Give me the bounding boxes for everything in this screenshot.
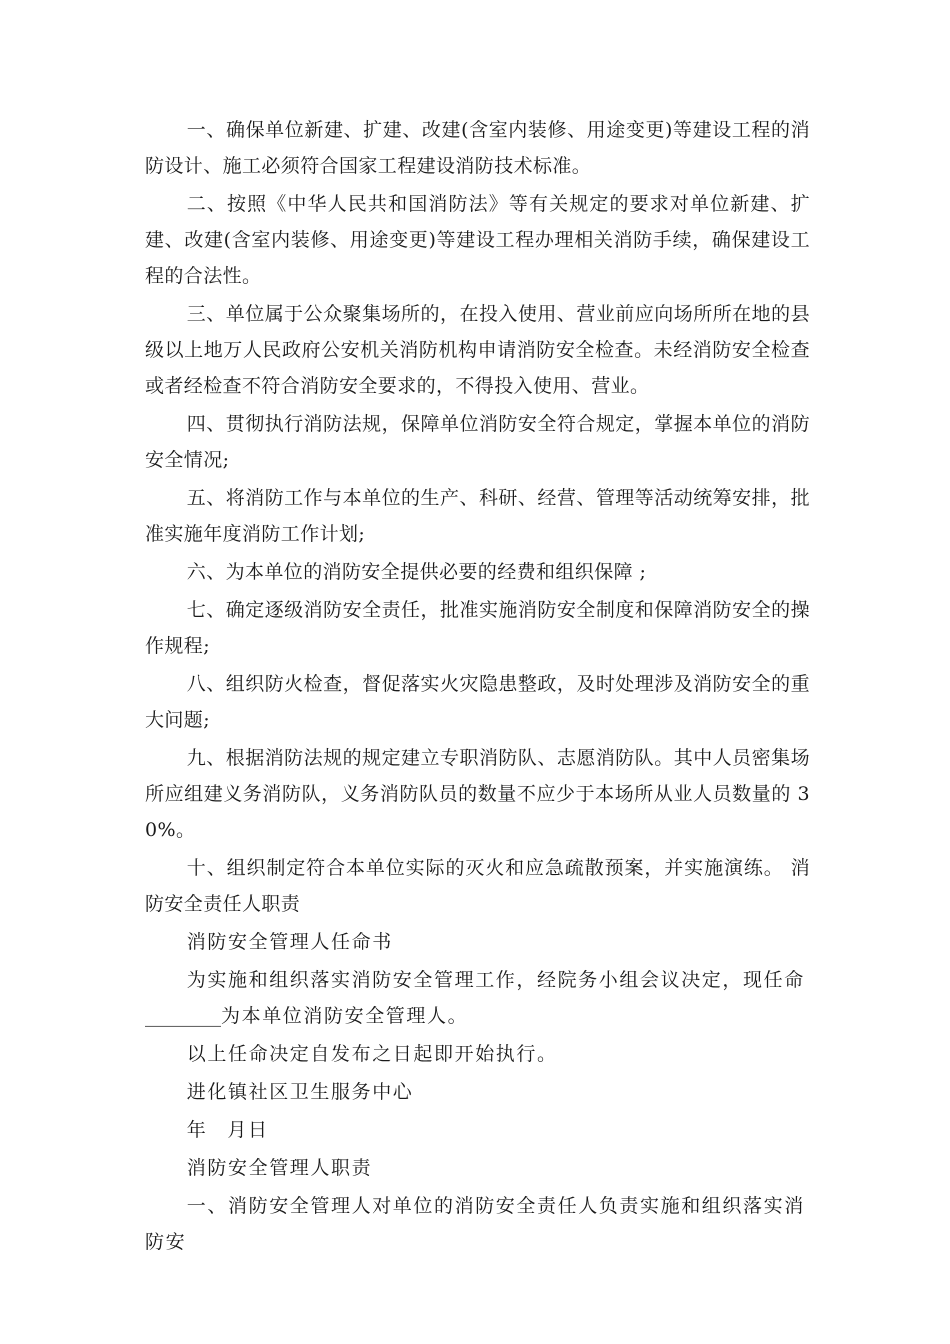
- duty-item-4: 四、贯彻执行消防法规，保障单位消防安全符合规定，掌握本单位的消防安全情况;: [145, 413, 810, 471]
- appointee-blank: ________: [145, 1005, 221, 1027]
- issue-date-monthday: 月日: [227, 1119, 269, 1141]
- duty-item-5: 五、将消防工作与本单位的生产、科研、经营、管理等活动统筹安排，批准实施年度消防工作计划;: [145, 487, 810, 545]
- duty-item-1: 一、确保单位新建、扩建、改建(含室内装修、用途变更)等建设工程的消防设计、施工必须符合国家工程建设消防技术标准。: [145, 119, 810, 177]
- duty-item-9: 九、根据消防法规的规定建立专职消防队、志愿消防队。其中人员密集场所应组建义务消防队，义务消防队员的数量不应少于本场所从业人员数量的 30%。: [145, 747, 810, 841]
- duty-item-8: 八、组织防火检查，督促落实火灾隐患整政，及时处理涉及消防安全的重大问题;: [145, 673, 810, 731]
- manager-duty-item-1: 一、消防安全管理人对单位的消防安全责任人负责实施和组织落实消防安: [145, 1195, 805, 1253]
- duty-item-10: 十、组织制定符合本单位实际的灭火和应急疏散预案，并实施演练。 消防安全责任人职责: [145, 857, 810, 915]
- appointment-effective: 以上任命决定自发布之日起即开始执行。: [186, 1043, 558, 1065]
- duty-item-7: 七、确定逐级消防安全责任，批准实施消防安全制度和保障消防安全的操作规程;: [145, 599, 810, 657]
- appointment-line-1: 为实施和组织落实消防安全管理工作，经院务小组会议决定，现任命: [186, 969, 805, 991]
- appointment-title: 消防安全管理人任命书: [186, 931, 393, 953]
- document-body: [145, 112, 810, 1262]
- appointment-text: [145, 962, 810, 1034]
- duty-item-2: 二、按照《中华人民共和国消防法》等有关规定的要求对单位新建、扩建、改建(含室内装修、用途变更)等建设工程办理相关消防手续，确保建设工程的合法性。: [145, 193, 810, 287]
- issue-date: [145, 1112, 810, 1148]
- appointment-line-2: 为本单位消防安全管理人。: [221, 1005, 469, 1027]
- duty-item-6: 六、为本单位的消防安全提供必要的经费和组织保障 ;: [186, 561, 647, 583]
- issue-date-year: 年: [186, 1119, 208, 1141]
- manager-duties-title: 消防安全管理人职责: [186, 1157, 373, 1179]
- issuing-organization: 进化镇社区卫生服务中心: [186, 1081, 414, 1103]
- duty-item-3: 三、单位属于公众聚集场所的，在投入使用、营业前应向场所所在地的县级以上地万人民政府公安机关消防机构申请消防安全检查。未经消防安全检查或者经检查不符合消防安全要求的，不得投入使用、营业。: [145, 303, 810, 397]
